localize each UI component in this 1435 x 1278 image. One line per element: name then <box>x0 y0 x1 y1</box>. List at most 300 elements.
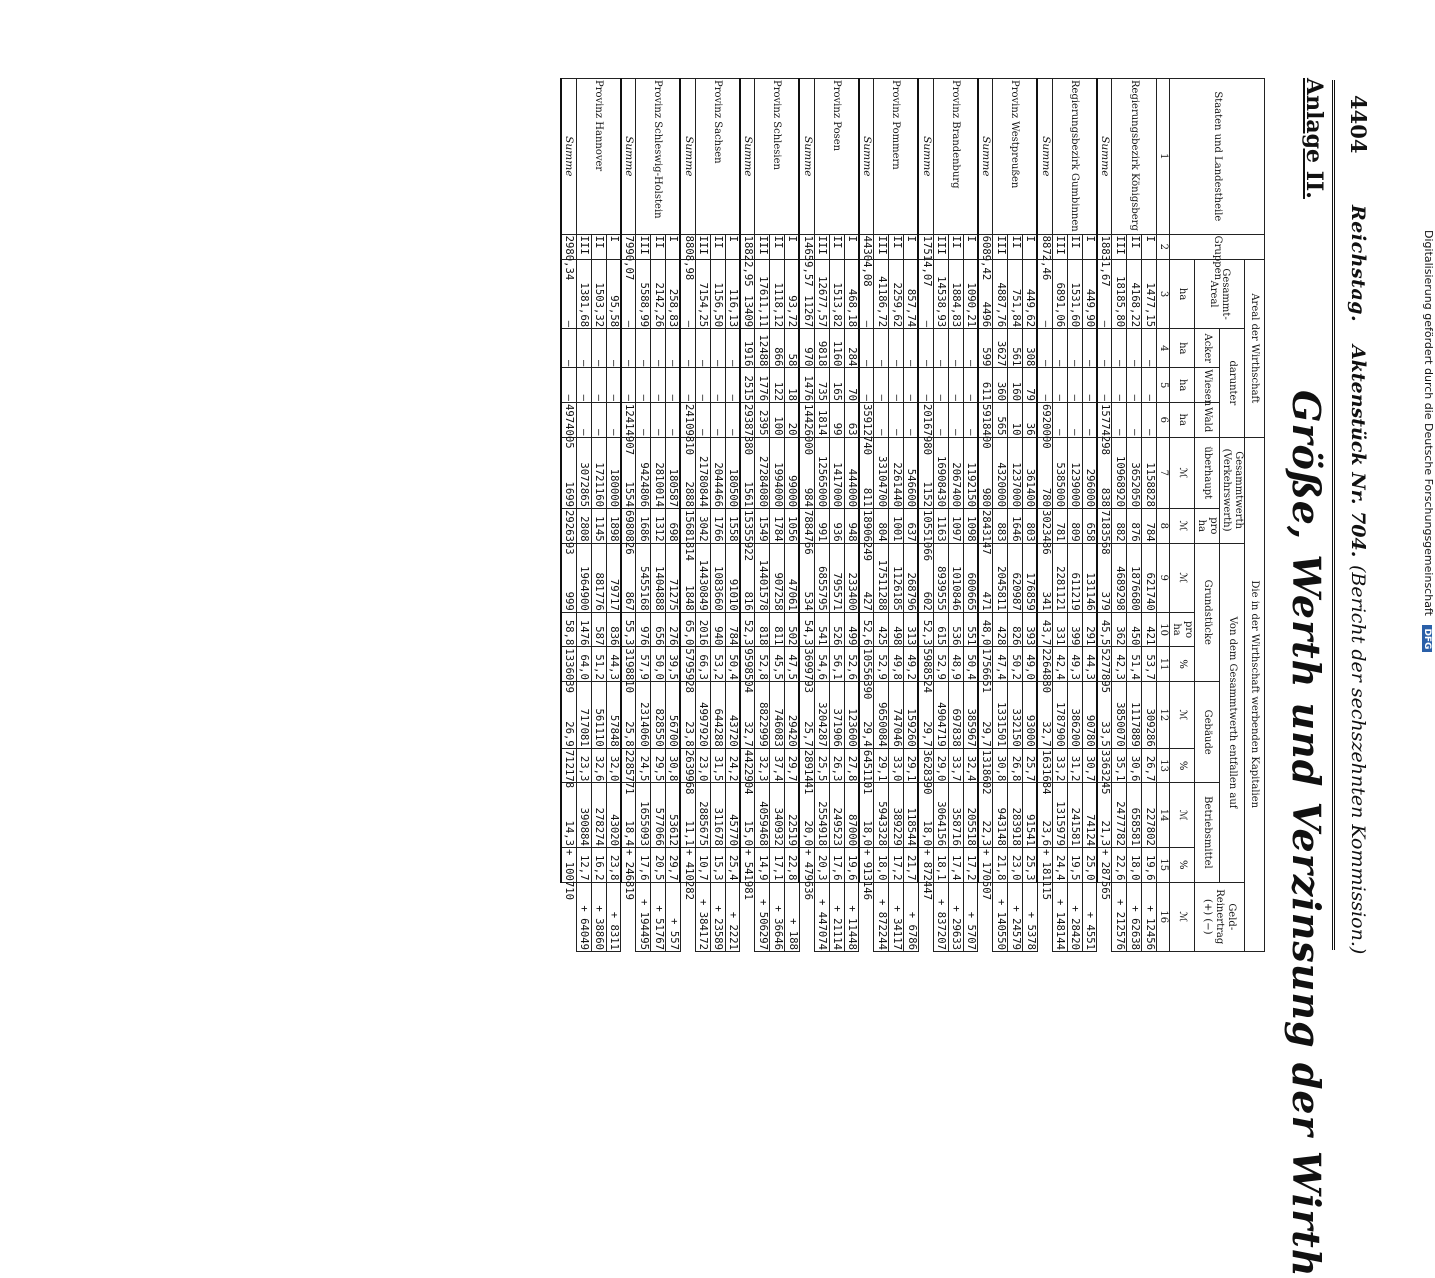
column-number: 4 <box>1157 329 1170 368</box>
value-cell: 47061 <box>785 543 800 612</box>
group-cell: III <box>755 234 770 259</box>
value-cell: — <box>933 329 948 368</box>
value-cell: 47,5 <box>785 647 800 682</box>
value-cell: 712178 <box>561 748 576 783</box>
value-cell: + 246819 <box>621 847 636 882</box>
value-cell: 526 <box>829 612 844 647</box>
value-cell: — <box>591 402 606 437</box>
column-number: 16 <box>1157 882 1170 951</box>
value-cell: 3363245 <box>1097 748 1112 783</box>
value-cell: 74124 <box>1082 783 1097 848</box>
value-cell: — <box>889 329 904 368</box>
sum-label: Summe <box>740 79 755 235</box>
group-cell: I <box>725 234 740 259</box>
value-cell: 52,3 <box>919 612 934 647</box>
value-cell: 35,1 <box>1112 748 1127 783</box>
value-cell: — <box>576 402 591 437</box>
value-cell: 227802 <box>1142 783 1157 848</box>
value-cell: 20167980 <box>919 402 934 437</box>
value-cell: + 62638 <box>1127 882 1142 951</box>
value-cell: + 100710 <box>561 847 576 882</box>
value-cell: 35912740 <box>859 402 874 437</box>
value-cell: 90780 <box>1082 681 1097 748</box>
value-cell: 1239000 <box>1067 437 1082 508</box>
value-cell: 340932 <box>770 783 785 848</box>
value-cell: 803 <box>1023 509 1038 544</box>
value-cell: 747046 <box>889 681 904 748</box>
value-cell: — <box>904 368 919 403</box>
column-number: 10 <box>1157 612 1170 647</box>
header-meadows: Wiesen <box>1195 368 1220 403</box>
value-cell: 991 <box>814 509 829 544</box>
value-cell: 16,2 <box>591 847 606 882</box>
group-cell: I <box>606 234 621 259</box>
value-cell: 49,0 <box>1023 647 1038 682</box>
value-cell: + 36646 <box>770 882 785 951</box>
group-cell: III <box>636 234 651 259</box>
group-cell: III <box>933 234 948 259</box>
value-cell: 1561 <box>740 437 755 508</box>
value-cell: 79 <box>1023 368 1038 403</box>
value-cell: 27,8 <box>844 748 859 783</box>
value-cell: 4168,22 <box>1127 260 1142 329</box>
value-cell: — <box>681 329 696 368</box>
column-number-row <box>1157 79 1170 952</box>
value-cell: 866 <box>770 329 785 368</box>
publication-name: Reichstag. <box>1347 205 1369 323</box>
value-cell: 10968920 <box>1112 437 1127 508</box>
value-cell: 876 <box>1127 509 1142 544</box>
value-cell: 18185,80 <box>1112 260 1127 329</box>
value-cell: 14,9 <box>755 847 770 882</box>
annex-label: Anlage II. <box>1301 78 1327 199</box>
group-cell: II <box>829 234 844 259</box>
group-cell: II <box>1008 234 1023 259</box>
value-cell: — <box>933 402 948 437</box>
value-cell: + 23589 <box>710 882 725 951</box>
value-cell: 6855795 <box>814 543 829 612</box>
value-cell: 118544 <box>904 783 919 848</box>
value-cell: — <box>695 402 710 437</box>
value-cell: 17511288 <box>874 543 889 612</box>
value-cell: 3652050 <box>1127 437 1142 508</box>
value-cell: 2285771 <box>621 748 636 783</box>
value-cell: 33,0 <box>889 748 904 783</box>
value-cell: 393 <box>1023 612 1038 647</box>
value-cell: 165 <box>829 368 844 403</box>
value-cell: 358716 <box>948 783 963 848</box>
value-cell: 1056 <box>785 509 800 544</box>
value-cell: 18,0 <box>859 783 874 848</box>
value-cell: 11267 <box>800 260 815 329</box>
value-cell: 399 <box>1067 612 1082 647</box>
value-cell: — <box>710 402 725 437</box>
column-number: 3 <box>1157 260 1170 329</box>
value-cell: — <box>1038 260 1053 329</box>
value-cell: 22519 <box>785 783 800 848</box>
sum-row <box>681 79 696 952</box>
group-cell: II <box>651 234 666 259</box>
value-cell: 546600 <box>904 437 919 508</box>
value-cell: 29,7 <box>666 847 681 882</box>
value-cell: 1554 <box>621 437 636 508</box>
group-cell: III <box>695 234 710 259</box>
value-cell: 1098 <box>963 509 978 544</box>
value-cell: 53,2 <box>710 647 725 682</box>
value-cell: 57848 <box>606 681 621 748</box>
region-name: Regierungsbezirk Königsberg <box>1112 79 1157 235</box>
value-cell: 44304,08 <box>859 234 874 259</box>
value-cell: 1646 <box>1008 509 1023 544</box>
value-cell: 1994000 <box>770 437 785 508</box>
value-cell: 5277895 <box>1097 647 1112 682</box>
value-cell: — <box>710 329 725 368</box>
value-cell: 371906 <box>829 681 844 748</box>
value-cell: 6920000 <box>1038 402 1053 437</box>
value-cell: 2808 <box>576 509 591 544</box>
column-number: 9 <box>1157 543 1170 612</box>
header-capital-group: Die in der Wirthschaft werbenden Kapitalien <box>1245 437 1265 951</box>
report-reference: (Bericht der sechszehnten Kommission.) <box>1347 565 1369 955</box>
value-cell: 32,6 <box>591 748 606 783</box>
value-cell: 2477782 <box>1112 783 1127 848</box>
value-cell: 838 <box>1097 437 1112 508</box>
value-cell: 233400 <box>844 543 859 612</box>
value-cell: 15,3 <box>710 847 725 882</box>
unit-ha: ha <box>1170 402 1195 437</box>
value-cell: 58 <box>785 329 800 368</box>
value-cell: 587 <box>591 612 606 647</box>
value-cell: + 479636 <box>800 847 815 882</box>
value-cell: 48,0 <box>978 612 993 647</box>
value-cell: 53,7 <box>1142 647 1157 682</box>
value-cell: 23,8 <box>606 847 621 882</box>
group-cell: II <box>1127 234 1142 259</box>
header-overall: überhaupt <box>1195 437 1220 508</box>
value-cell: 1531,60 <box>1067 260 1082 329</box>
value-cell: — <box>725 368 740 403</box>
sum-row <box>740 79 755 952</box>
value-cell: 18906249 <box>859 509 874 544</box>
value-cell: 600665 <box>963 543 978 612</box>
value-cell: 1655093 <box>636 783 651 848</box>
value-cell: 3042 <box>695 509 710 544</box>
value-cell: 18,0 <box>919 783 934 848</box>
value-cell: 52,9 <box>874 647 889 682</box>
sum-row <box>561 79 576 952</box>
value-cell: — <box>1082 402 1097 437</box>
value-cell: — <box>859 329 874 368</box>
value-cell: + 38860 <box>591 882 606 951</box>
value-cell: — <box>561 329 576 368</box>
value-cell: 621740 <box>1142 543 1157 612</box>
value-cell: 45,5 <box>770 647 785 682</box>
table-row <box>666 79 681 952</box>
group-cell: I <box>963 234 978 259</box>
value-cell: 17,6 <box>829 847 844 882</box>
value-cell: 534 <box>800 543 815 612</box>
value-cell: 332150 <box>1008 681 1023 748</box>
digitization-note <box>1422 230 1435 652</box>
value-cell: + 2221 <box>725 882 740 951</box>
value-cell: 278274 <box>591 783 606 848</box>
value-cell: 29,0 <box>933 748 948 783</box>
value-cell: 22,8 <box>785 847 800 882</box>
value-cell: 43,7 <box>1038 612 1053 647</box>
value-cell: 41186,72 <box>874 260 889 329</box>
value-cell: 2891441 <box>800 748 815 783</box>
value-cell: 5988524 <box>919 647 934 682</box>
value-cell: 17,1 <box>770 847 785 882</box>
table-row <box>1023 79 1038 952</box>
value-cell: 33104700 <box>874 437 889 508</box>
value-cell: 50,4 <box>963 647 978 682</box>
region-name: Regierungsbezirk Gumbinnen <box>1052 79 1097 235</box>
value-cell: 50,2 <box>1008 647 1023 682</box>
value-cell: — <box>919 368 934 403</box>
value-cell: 1964900 <box>576 543 591 612</box>
header-forest: Wald <box>1195 402 1220 437</box>
value-cell: 15355922 <box>740 509 755 544</box>
value-cell: 91541 <box>1023 783 1038 848</box>
value-cell: — <box>963 368 978 403</box>
table-row <box>963 79 978 952</box>
value-cell: 24109810 <box>681 402 696 437</box>
value-cell: 3699793 <box>800 647 815 682</box>
value-cell: 14,3 <box>561 783 576 848</box>
group-cell: II <box>591 234 606 259</box>
group-cell: I <box>904 234 919 259</box>
table-row <box>725 79 740 952</box>
value-cell: 658 <box>1082 509 1097 544</box>
value-cell: 2045811 <box>993 543 1008 612</box>
value-cell: 1145 <box>591 509 606 544</box>
value-cell: 99 <box>829 402 844 437</box>
value-cell: — <box>1112 329 1127 368</box>
value-cell: 33,5 <box>1097 681 1112 748</box>
value-cell: — <box>1067 368 1082 403</box>
value-cell: 9650084 <box>874 681 889 748</box>
value-cell: — <box>651 368 666 403</box>
value-cell: 54,6 <box>814 647 829 682</box>
value-cell: 71275 <box>666 543 681 612</box>
region-name: Provinz Pommern <box>874 79 919 235</box>
value-cell: 31,5 <box>710 748 725 783</box>
sum-row <box>859 79 874 952</box>
value-cell: 29420 <box>785 681 800 748</box>
value-cell: 160 <box>1008 368 1023 403</box>
value-cell: + 34117 <box>889 882 904 951</box>
value-cell: — <box>695 329 710 368</box>
page-title: Größe, Werth und Verzinsung der Wirth <box>1284 390 1329 1278</box>
value-cell: 32,7 <box>740 681 755 748</box>
value-cell: 4059468 <box>755 783 770 848</box>
value-cell: — <box>1038 329 1053 368</box>
value-cell: 816 <box>740 543 755 612</box>
value-cell: + 194495 <box>636 882 651 951</box>
value-cell: 611 <box>978 368 993 403</box>
value-cell: — <box>591 368 606 403</box>
value-cell: 25,3 <box>1023 847 1038 882</box>
value-cell: 308 <box>1023 329 1038 368</box>
value-cell: 4689298 <box>1112 543 1127 612</box>
value-cell: 15681814 <box>681 509 696 544</box>
value-cell: — <box>651 329 666 368</box>
value-cell: — <box>1127 368 1142 403</box>
value-cell: 1848 <box>681 543 696 612</box>
value-cell: 20,0 <box>800 783 815 848</box>
unit-percent: % <box>1170 748 1195 783</box>
value-cell: 1776 <box>755 368 770 403</box>
value-cell: — <box>1142 402 1157 437</box>
group-cell: III <box>874 234 889 259</box>
value-cell: 4887,76 <box>993 260 1008 329</box>
value-cell: 1237000 <box>1008 437 1023 508</box>
value-cell: 19,6 <box>1142 847 1157 882</box>
group-cell: I <box>785 234 800 259</box>
value-cell: — <box>666 402 681 437</box>
value-cell: 99000 <box>785 437 800 508</box>
region-name: Provinz Hannover <box>576 79 621 235</box>
value-cell: + 913146 <box>859 847 874 882</box>
value-cell: 11,1 <box>681 783 696 848</box>
value-cell: — <box>561 368 576 403</box>
value-cell: 93,72 <box>785 260 800 329</box>
value-cell: 795571 <box>829 543 844 612</box>
value-cell: — <box>948 402 963 437</box>
value-cell: 907258 <box>770 543 785 612</box>
value-cell: + 21114 <box>829 882 844 951</box>
value-cell: 450 <box>1127 612 1142 647</box>
value-cell: — <box>1067 329 1082 368</box>
value-cell: 19,6 <box>844 847 859 882</box>
value-cell: 1916 <box>740 329 755 368</box>
value-cell: 205518 <box>963 783 978 848</box>
value-cell: 32,4 <box>963 748 978 783</box>
value-cell: 12,7 <box>576 847 591 882</box>
value-cell: — <box>874 368 889 403</box>
value-cell: 52,8 <box>755 647 770 682</box>
value-cell: 26,8 <box>1008 748 1023 783</box>
value-cell: 6451101 <box>859 748 874 783</box>
value-cell: + 181115 <box>1038 847 1053 882</box>
value-cell: 100 <box>770 402 785 437</box>
value-cell: 2810014 <box>651 437 666 508</box>
value-cell: 65,0 <box>681 612 696 647</box>
value-cell: 331 <box>1052 612 1067 647</box>
value-cell: 2926393 <box>561 509 576 544</box>
group-cell: II <box>770 234 785 259</box>
value-cell: — <box>1067 402 1082 437</box>
value-cell: 63 <box>844 402 859 437</box>
header-land-per-ha: pro ha <box>1170 612 1195 647</box>
value-cell: 14538,93 <box>933 260 948 329</box>
value-cell: — <box>725 329 740 368</box>
value-cell: 1336039 <box>561 647 576 682</box>
value-cell: 25,7 <box>1023 748 1038 783</box>
value-cell: — <box>710 368 725 403</box>
value-cell: 29,1 <box>904 748 919 783</box>
value-cell: + 24579 <box>1008 882 1023 951</box>
header-operating: Betriebsmittel <box>1195 783 1220 882</box>
value-cell: — <box>1112 402 1127 437</box>
value-cell: 56700 <box>666 681 681 748</box>
group-cell: I <box>844 234 859 259</box>
value-cell: 52,6 <box>844 647 859 682</box>
value-cell: 268796 <box>904 543 919 612</box>
value-cell: 1549 <box>755 509 770 544</box>
value-cell: — <box>874 402 889 437</box>
value-cell: 50,4 <box>725 647 740 682</box>
value-cell: 33,7 <box>948 748 963 783</box>
value-cell: 970 <box>800 329 815 368</box>
value-cell: 23,3 <box>576 748 591 783</box>
value-cell: 25,5 <box>814 748 829 783</box>
value-cell: 309286 <box>1142 681 1157 748</box>
value-cell: 30,8 <box>666 748 681 783</box>
value-cell: 33,2 <box>1052 748 1067 783</box>
value-cell: 1090,21 <box>963 260 978 329</box>
value-cell: — <box>1052 329 1067 368</box>
value-cell: 751,84 <box>1008 260 1023 329</box>
value-cell: 12565000 <box>814 437 829 508</box>
value-cell: 14401578 <box>755 543 770 612</box>
dfg-logo: DFG <box>1422 625 1432 652</box>
value-cell: 18,0 <box>874 847 889 882</box>
value-cell: 66,3 <box>695 647 710 682</box>
value-cell: — <box>561 260 576 329</box>
value-cell: 541 <box>814 612 829 647</box>
value-cell: 49,3 <box>1067 647 1082 682</box>
value-cell: 502 <box>785 612 800 647</box>
group-cell: I <box>1142 234 1157 259</box>
value-cell: 360 <box>993 368 1008 403</box>
sum-row <box>1038 79 1053 952</box>
value-cell: — <box>681 368 696 403</box>
value-cell: 87000 <box>844 783 859 848</box>
value-cell: — <box>1142 329 1157 368</box>
value-cell: 5795928 <box>681 647 696 682</box>
value-cell: 180000 <box>606 437 621 508</box>
unit-mark: ℳ <box>1170 783 1195 848</box>
value-cell: — <box>948 368 963 403</box>
value-cell: 18822,95 <box>740 234 755 259</box>
value-cell: + 29633 <box>948 882 963 951</box>
value-cell: 2885675 <box>695 783 710 848</box>
value-cell: 1686 <box>636 509 651 544</box>
value-cell: 611219 <box>1067 543 1082 612</box>
sum-label: Summe <box>621 79 636 235</box>
table-row <box>1082 79 1097 952</box>
value-cell: 499 <box>844 612 859 647</box>
value-cell: 1417000 <box>829 437 844 508</box>
value-cell: 21,3 <box>1097 783 1112 848</box>
value-cell: — <box>606 402 621 437</box>
value-cell: — <box>1052 402 1067 437</box>
value-cell: + 51767 <box>651 882 666 951</box>
unit-percent: % <box>1170 847 1195 882</box>
sum-label: Summe <box>681 79 696 235</box>
statistics-table <box>560 78 1265 952</box>
value-cell: 5385000 <box>1052 437 1067 508</box>
column-number: 12 <box>1157 681 1170 748</box>
value-cell: 940 <box>710 612 725 647</box>
region-name: Provinz Schleswig-Holstein <box>636 79 681 235</box>
value-cell: 93000 <box>1023 681 1038 748</box>
value-cell: — <box>1052 368 1067 403</box>
region-name: Provinz Westpreußen <box>993 79 1038 235</box>
value-cell: 836 <box>606 612 621 647</box>
